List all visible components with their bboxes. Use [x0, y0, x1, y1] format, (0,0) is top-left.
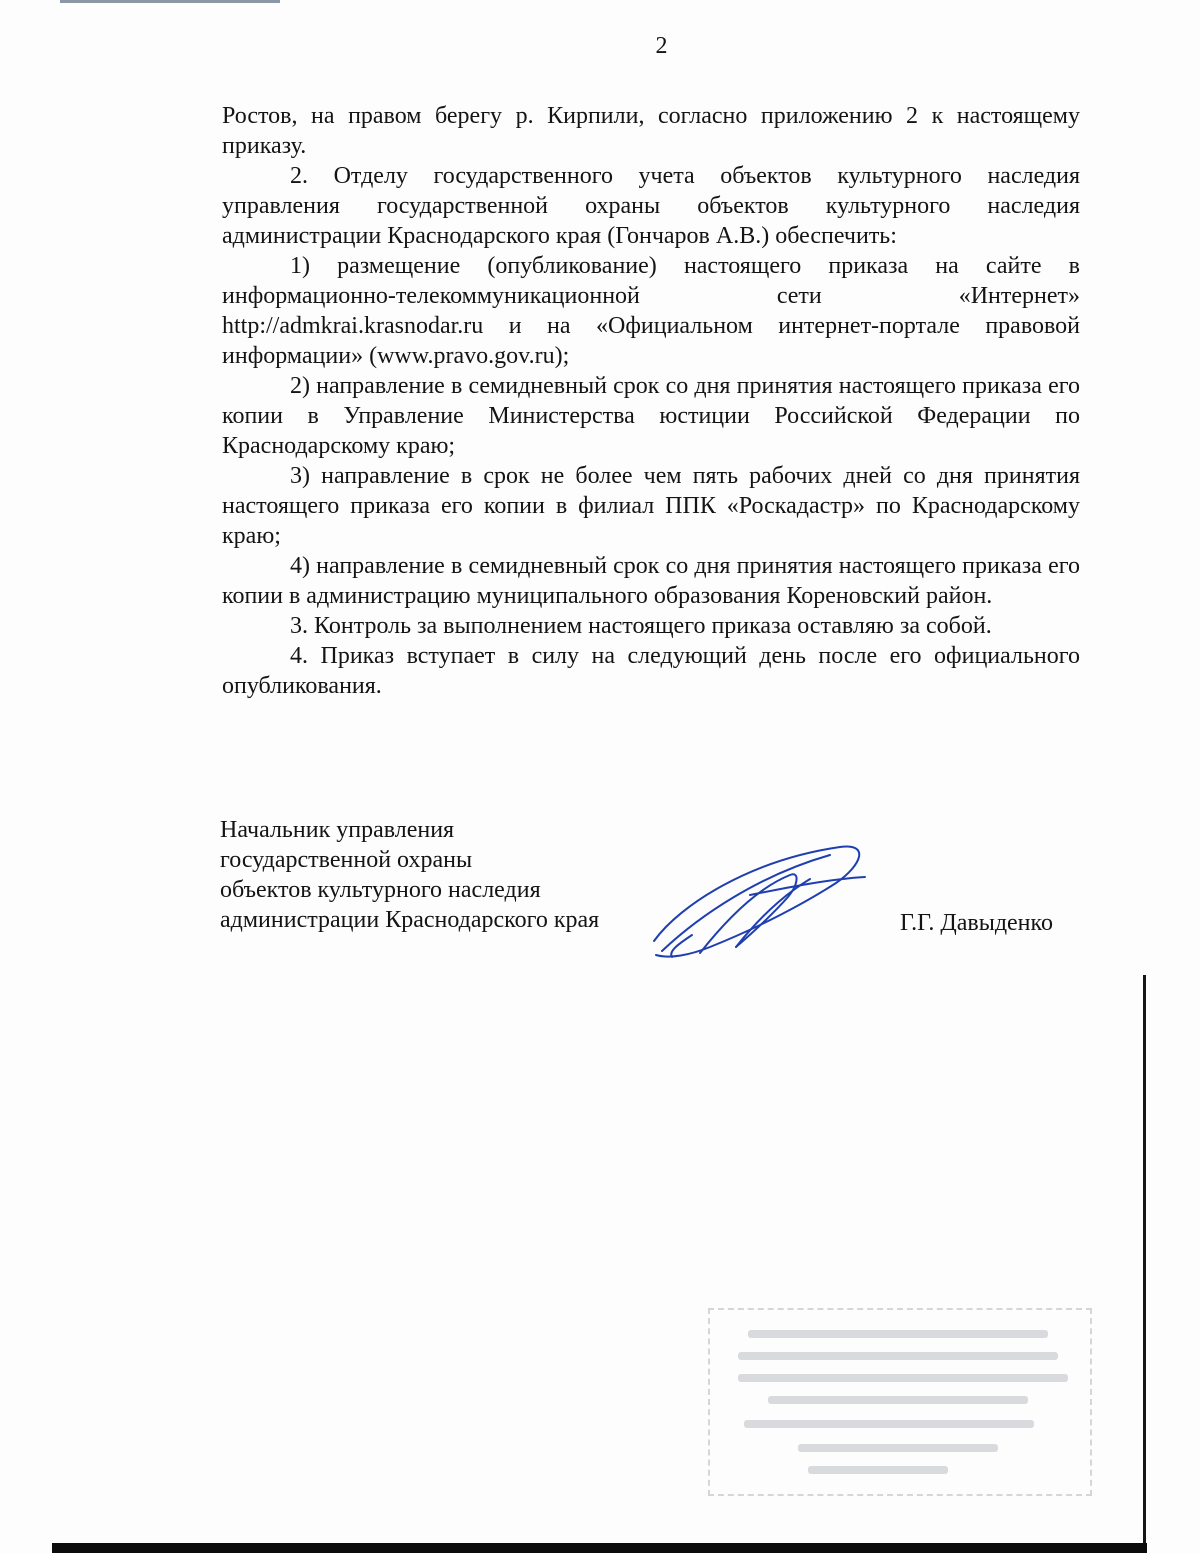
- paragraph-item-4: 4. Приказ вступает в силу на следующий день после его официального опубликования.: [222, 643, 1080, 699]
- stamp-text-line: [738, 1352, 1058, 1360]
- signatory-title-line: администрации Краснодарского края: [220, 907, 600, 933]
- stamp-text-line: [738, 1374, 1068, 1382]
- stamp-text-line: [748, 1330, 1048, 1338]
- scan-edge-right: [1143, 975, 1146, 1553]
- stamp-text-line: [808, 1466, 948, 1474]
- scan-edge-top: [60, 0, 280, 3]
- paragraph-item-2: 2. Отделу государственного учета объектов культурного наследия управления государственной охраны объектов культурного наследия администрации Краснодарского края (Гончаров А.В.) обеспечить:: [222, 163, 1080, 249]
- signatory-title-line: объектов культурного наследия: [220, 877, 541, 903]
- paragraph-item-3: 3. Контроль за выполнением настоящего приказа оставляю за собой.: [290, 613, 992, 639]
- faded-stamp: [708, 1308, 1092, 1496]
- stamp-text-line: [768, 1396, 1028, 1404]
- paragraph-subitem-1: 1) размещение (опубликование) настоящего приказа на сайте в информационно-телекоммуникационной сети «Интернет» http://admkrai.krasnodar.ru и на «Официальном интернет-портале правовой информации» (www.pravo.gov.ru);: [222, 253, 1080, 369]
- signatory-title-line: Начальник управления: [220, 817, 455, 843]
- signatory-name: Г.Г. Давыденко: [900, 910, 1053, 936]
- signatory-title-line: государственной охраны: [220, 847, 473, 873]
- paragraph-subitem-3: 3) направление в срок не более чем пять рабочих дней со дня принятия настоящего приказа его копии в филиал ППК «Роскадастр» по Краснодарскому краю;: [222, 463, 1080, 549]
- stamp-text-line: [744, 1420, 1034, 1428]
- handwritten-signature: [640, 835, 880, 965]
- signatory-title: [220, 815, 599, 935]
- paragraph-subitem-4: 4) направление в семидневный срок со дня принятия настоящего приказа его копии в администрацию муниципального образования Кореновский район.: [222, 553, 1080, 609]
- scan-edge-bottom: [52, 1543, 1147, 1553]
- stamp-text-line: [798, 1444, 998, 1452]
- order-text: [222, 101, 1080, 701]
- paragraph-continuation: Ростов, на правом берегу р. Кирпили, согласно приложению 2 к настоящему приказу.: [222, 103, 1080, 159]
- page-number: 2: [655, 33, 668, 59]
- paragraph-subitem-2: 2) направление в семидневный срок со дня принятия настоящего приказа его копии в Управление Министерства юстиции Российской Федерации по Краснодарскому краю;: [222, 373, 1080, 459]
